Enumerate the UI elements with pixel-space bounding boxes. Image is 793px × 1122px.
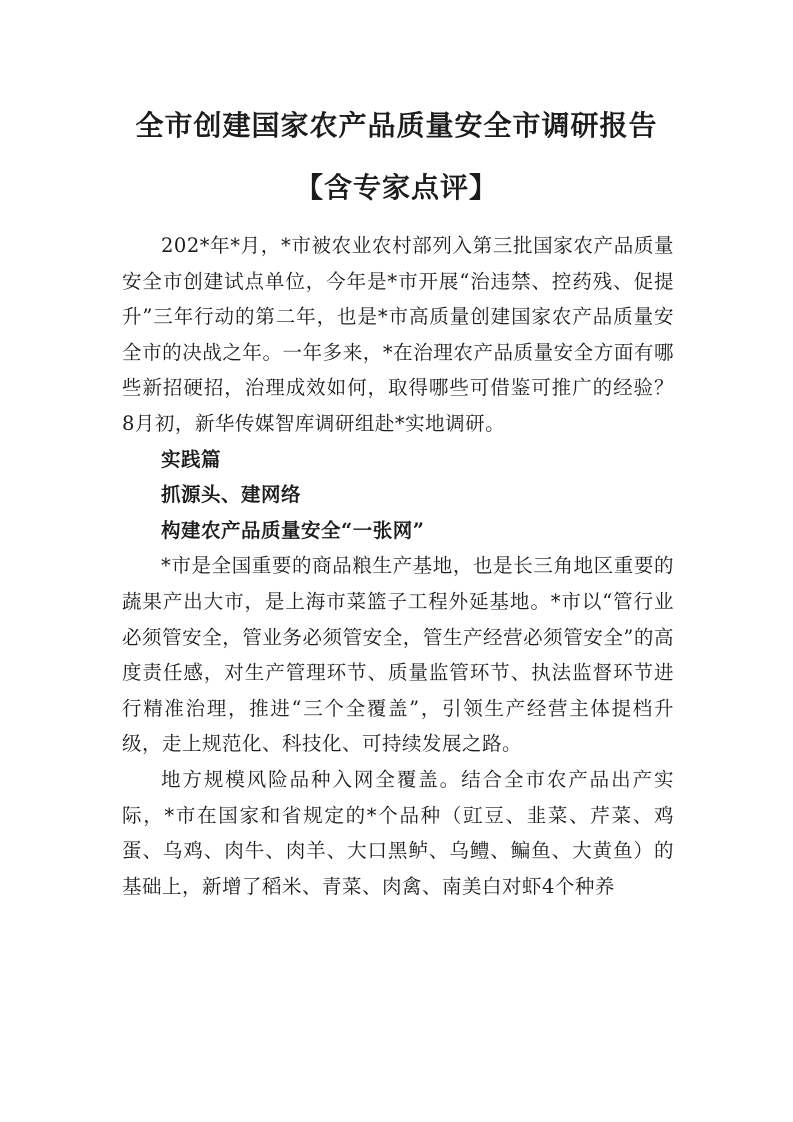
sub-heading: 抓源头、建网络 xyxy=(161,483,302,507)
document-subtitle: 【含专家点评】 xyxy=(294,171,498,204)
document-body xyxy=(122,228,674,904)
paragraph-intro: 202*年*月，*市被农业农村部列入第三批国家农产品质量安全市创建试点单位，今年是*市开展“治违禁、控药残、促提升”三年行动的第二年，也是*市高质量创建国家农产品质量安全市的决战之年。一年多来，*在治理农产品质量安全方面有哪些新招硬招，治理成效如何，取得哪些可借鉴可推广的经验？8月初，新华传媒智库调研组赴*实地调研。 xyxy=(122,234,674,435)
paragraph: 地方规模风险品种入网全覆盖。结合全市农产品出产实际，*市在国家和省规定的*个品种（豇豆、韭菜、芹菜、鸡蛋、乌鸡、肉牛、肉羊、大口黑鲈、乌鳢、鳊鱼、大黄鱼）的基础上，新增了稻米、青菜、肉禽、南美白对虾4个种养 xyxy=(122,767,674,898)
document-title: 全市创建国家农产品质量安全市调研报告 xyxy=(135,109,658,142)
section-heading: 实践篇 xyxy=(161,447,222,471)
sub-heading: 构建农产品质量安全“一张网” xyxy=(161,518,425,542)
paragraph: *市是全国重要的商品粮生产基地，也是长三角地区重要的蔬果产出大市，是上海市菜篮子工程外延基地。*市以“管行业必须管安全，管业务必须管安全，管生产经营必须管安全”的高度责任感，对生产管理环节、质量监管环节、执法监督环节进行精准治理，推进“三个全覆盖”，引领生产经营主体提档升级，走上规范化、科技化、可持续发展之路。 xyxy=(122,554,674,756)
